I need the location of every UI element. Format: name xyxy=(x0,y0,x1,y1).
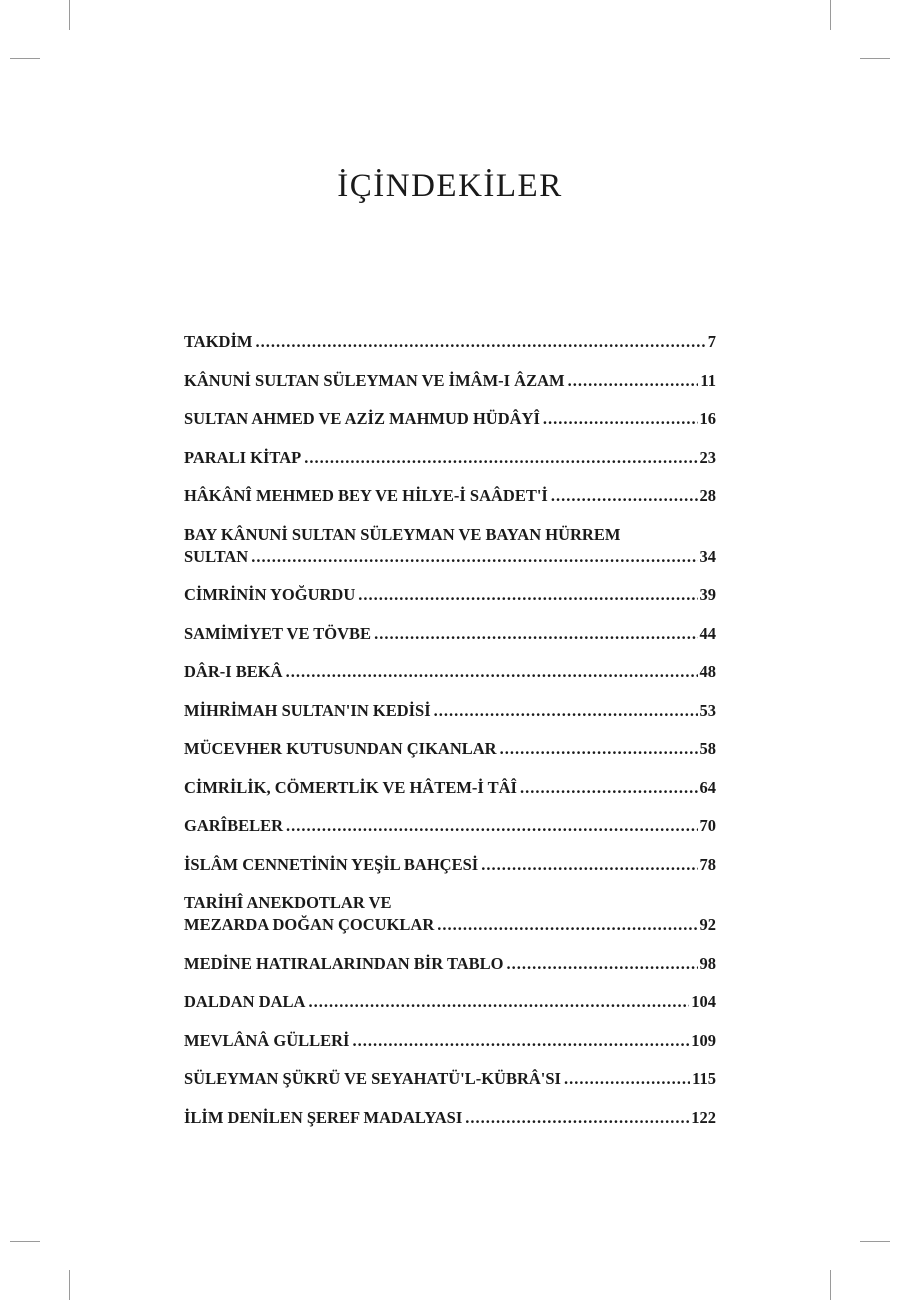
toc-entry[interactable] xyxy=(184,991,716,1013)
crop-mark-bottom-right-vertical xyxy=(830,1270,831,1300)
toc-entry[interactable] xyxy=(184,777,716,799)
toc-entry[interactable] xyxy=(184,953,716,975)
table-of-contents xyxy=(184,331,716,1145)
toc-entry[interactable] xyxy=(184,1107,716,1129)
dot-leader xyxy=(465,1107,689,1129)
toc-entry-page: 53 xyxy=(699,700,716,720)
toc-entry-page: 28 xyxy=(699,486,716,505)
toc-entry-title: MEDİNE HATIRALARINDAN BİR TABLO xyxy=(184,953,504,973)
toc-entry-title: DÂR-I BEKÂ xyxy=(184,662,283,681)
toc-entry-title: İSLÂM CENNETİNİN YEŞİL BAHÇESİ xyxy=(184,854,479,874)
dot-leader xyxy=(568,370,699,392)
crop-mark-bottom-right-horizontal xyxy=(860,1241,890,1242)
toc-entry-title: PARALI KİTAP xyxy=(184,447,302,467)
dot-leader xyxy=(374,623,697,645)
toc-entry-title: TAKDİM xyxy=(184,332,253,351)
toc-entry-title-line2: MEZARDA DOĞAN ÇOCUKLAR xyxy=(184,915,435,934)
toc-entry-page: 23 xyxy=(699,447,716,467)
dot-leader xyxy=(500,738,698,760)
crop-mark-top-right-vertical xyxy=(830,0,831,30)
toc-entry-title: SAMİMİYET VE TÖVBE xyxy=(184,623,372,643)
toc-entry-title: SÜLEYMAN ŞÜKRÜ VE SEYAHATÜ'L-KÜBRÂ'SI xyxy=(184,1069,561,1088)
toc-entry-page: 115 xyxy=(692,1069,716,1088)
toc-entry[interactable] xyxy=(184,370,716,392)
dot-leader xyxy=(520,777,698,799)
toc-entry-page: 64 xyxy=(699,777,716,797)
toc-entry-page: 92 xyxy=(699,915,716,934)
toc-entry-page: 11 xyxy=(700,370,716,390)
dot-leader xyxy=(437,914,697,936)
toc-entry-page: 39 xyxy=(699,585,716,604)
toc-entry[interactable] xyxy=(184,485,716,507)
toc-entry-page: 7 xyxy=(707,332,716,351)
toc-entry[interactable] xyxy=(184,700,716,722)
dot-leader xyxy=(251,546,697,568)
toc-entry[interactable] xyxy=(184,661,716,683)
toc-entry-page: 104 xyxy=(691,992,716,1011)
dot-leader xyxy=(543,408,698,430)
toc-entry-title: MÜCEVHER KUTUSUNDAN ÇIKANLAR xyxy=(184,739,497,758)
toc-entry-page: 98 xyxy=(699,953,716,973)
toc-entry-title: CİMRİLİK, CÖMERTLİK VE HÂTEM-İ TÂÎ xyxy=(184,777,517,797)
crop-mark-bottom-left-vertical xyxy=(69,1270,70,1300)
toc-entry-title: HÂKÂNÎ MEHMED BEY VE HİLYE-İ SAÂDET'İ xyxy=(184,486,548,505)
toc-entry-title: MEVLÂNÂ GÜLLERİ xyxy=(184,1030,350,1050)
toc-entry-page: 44 xyxy=(699,623,716,643)
toc-entry[interactable] xyxy=(184,854,716,876)
toc-entry-title: DALDAN DALA xyxy=(184,992,306,1011)
toc-entry-page: 16 xyxy=(699,409,716,428)
toc-entry[interactable] xyxy=(184,584,716,606)
toc-entry-page: 109 xyxy=(691,1030,716,1050)
toc-entry-page: 34 xyxy=(699,546,716,566)
toc-entry[interactable] xyxy=(184,815,716,837)
toc-entry[interactable] xyxy=(184,892,716,936)
dot-leader xyxy=(286,661,698,683)
toc-entry-title: KÂNUNİ SULTAN SÜLEYMAN VE İMÂM-I ÂZAM xyxy=(184,370,565,390)
dot-leader xyxy=(358,584,697,606)
crop-mark-top-left-vertical xyxy=(69,0,70,30)
crop-mark-top-right-horizontal xyxy=(860,58,890,59)
dot-leader xyxy=(286,815,697,837)
dot-leader xyxy=(564,1068,690,1090)
toc-entry-title-line2: SULTAN xyxy=(184,546,249,566)
toc-entry[interactable] xyxy=(184,1068,716,1090)
toc-entry-page: 48 xyxy=(699,662,716,681)
toc-entry-title: İLİM DENİLEN ŞEREF MADALYASI xyxy=(184,1107,463,1127)
toc-entry-page: 122 xyxy=(691,1107,716,1127)
toc-entry-title: GARÎBELER xyxy=(184,816,284,835)
dot-leader xyxy=(255,331,705,353)
toc-entry-title: CİMRİNİN YOĞURDU xyxy=(184,585,356,604)
dot-leader xyxy=(434,700,698,722)
toc-entry-page: 58 xyxy=(699,739,716,758)
crop-mark-bottom-left-horizontal xyxy=(10,1241,40,1242)
dot-leader xyxy=(481,854,697,876)
toc-entry[interactable] xyxy=(184,738,716,760)
toc-entry-title: MİHRİMAH SULTAN'IN KEDİSİ xyxy=(184,700,431,720)
toc-entry[interactable] xyxy=(184,331,716,353)
toc-entry-page: 70 xyxy=(699,816,716,835)
toc-entry-title-line1: BAY KÂNUNİ SULTAN SÜLEYMAN VE BAYAN HÜRREM xyxy=(184,524,621,544)
dot-leader xyxy=(304,447,697,469)
toc-entry[interactable] xyxy=(184,408,716,430)
page-title: İÇİNDEKİLER xyxy=(337,168,563,204)
dot-leader xyxy=(352,1030,689,1052)
dot-leader xyxy=(551,485,698,507)
toc-entry-title: SULTAN AHMED VE AZİZ MAHMUD HÜDÂYÎ xyxy=(184,409,540,428)
toc-entry-page: 78 xyxy=(699,854,716,874)
dot-leader xyxy=(507,953,698,975)
dot-leader xyxy=(308,991,689,1013)
toc-entry[interactable] xyxy=(184,447,716,469)
toc-entry[interactable] xyxy=(184,524,716,568)
crop-mark-top-left-horizontal xyxy=(10,58,40,59)
toc-entry[interactable] xyxy=(184,1030,716,1052)
toc-entry-title-line1: TARİHÎ ANEKDOTLAR VE xyxy=(184,893,392,912)
toc-entry[interactable] xyxy=(184,623,716,645)
